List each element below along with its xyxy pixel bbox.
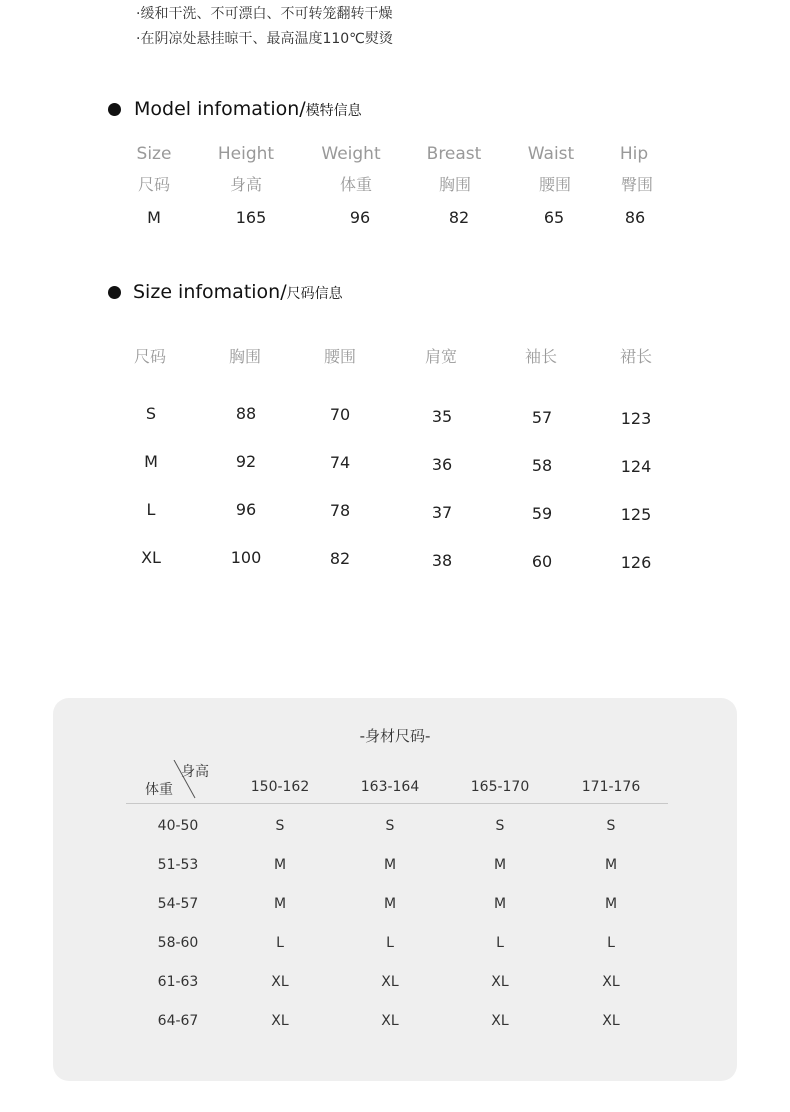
size-heading xyxy=(133,281,343,303)
size-cell: 57 xyxy=(531,408,553,427)
model-header-en: Height xyxy=(217,144,275,164)
model-value: 65 xyxy=(543,208,565,227)
size-cell: 82 xyxy=(329,549,351,568)
height-range-header: 165-170 xyxy=(470,779,530,795)
size-recommendation: L xyxy=(607,935,615,951)
size-cell: 96 xyxy=(235,500,257,519)
size-cell: 88 xyxy=(235,404,257,423)
size-recommendation: S xyxy=(275,818,285,834)
size-recommendation: L xyxy=(496,935,504,951)
model-value: 82 xyxy=(448,208,470,227)
size-recommendation: XL xyxy=(491,1013,509,1029)
size-heading-en: Size infomation/ xyxy=(133,281,287,303)
size-cell: XL xyxy=(141,548,161,567)
size-recommendation: S xyxy=(385,818,395,834)
size-recommendation: M xyxy=(383,857,397,873)
size-cell: 100 xyxy=(230,548,262,567)
model-header-cn: 尺码 xyxy=(137,175,171,194)
size-recommendation: XL xyxy=(271,974,289,990)
model-heading xyxy=(134,98,362,120)
size-recommendation: M xyxy=(493,896,507,912)
weight-range: 54-57 xyxy=(157,896,199,912)
size-recommendation: M xyxy=(383,896,397,912)
size-recommendation: L xyxy=(386,935,394,951)
size-cell: 35 xyxy=(431,407,453,426)
size-recommendation: S xyxy=(495,818,505,834)
size-cell: 37 xyxy=(431,503,453,522)
model-heading-en: Model infomation/ xyxy=(134,98,306,120)
model-header-en: Weight xyxy=(321,144,381,164)
size-recommendation: M xyxy=(493,857,507,873)
size-cell: S xyxy=(145,404,157,423)
size-cell: 59 xyxy=(531,504,553,523)
height-range-header: 171-176 xyxy=(581,779,641,795)
model-header-cn: 身高 xyxy=(229,175,263,194)
size-recommendation: L xyxy=(276,935,284,951)
height-range-header: 163-164 xyxy=(360,779,420,795)
weight-range: 61-63 xyxy=(157,974,199,990)
size-recommendation: XL xyxy=(381,1013,399,1029)
model-heading-cn: 模特信息 xyxy=(305,103,362,119)
size-recommendation: M xyxy=(273,857,287,873)
size-cell: L xyxy=(146,500,156,519)
care-instruction-2: ·在阴凉处悬挂晾干、最高温度110℃熨烫 xyxy=(136,31,393,47)
model-value: 165 xyxy=(235,208,267,227)
size-recommendation: S xyxy=(606,818,616,834)
height-range-header: 150-162 xyxy=(250,779,310,795)
size-cell: 38 xyxy=(431,551,453,570)
weight-range: 40-50 xyxy=(157,818,199,834)
size-cell: 36 xyxy=(431,455,453,474)
size-recommendation: M xyxy=(273,896,287,912)
size-cell: 70 xyxy=(329,405,351,424)
care-instruction-1: ·缓和干洗、不可漂白、不可转笼翻转干燥 xyxy=(136,6,393,22)
model-header-en: Size xyxy=(136,144,172,164)
corner-weight-label: 体重 xyxy=(145,782,173,798)
model-bullet xyxy=(108,103,121,116)
size-recommendation: XL xyxy=(271,1013,289,1029)
size-cell: 74 xyxy=(329,453,351,472)
size-header: 胸围 xyxy=(228,347,262,366)
model-header-en: Waist xyxy=(527,144,575,164)
size-heading-cn: 尺码信息 xyxy=(286,286,343,302)
size-cell: 126 xyxy=(620,553,652,572)
size-header: 裙长 xyxy=(619,347,653,366)
size-cell: 125 xyxy=(620,505,652,524)
model-value: 96 xyxy=(349,208,371,227)
corner-height-label: 身高 xyxy=(181,764,209,780)
model-header-en: Hip xyxy=(619,144,649,164)
model-value: M xyxy=(147,208,161,227)
size-header: 袖长 xyxy=(524,347,558,366)
size-cell: 92 xyxy=(235,452,257,471)
size-recommendation: XL xyxy=(381,974,399,990)
size-recommendation: M xyxy=(604,896,618,912)
size-cell: 78 xyxy=(329,501,351,520)
size-cell: 60 xyxy=(531,552,553,571)
body-size-panel xyxy=(53,698,737,1081)
model-header-cn: 胸围 xyxy=(438,175,472,194)
model-header-cn: 体重 xyxy=(339,175,373,194)
header-divider xyxy=(126,803,668,804)
size-recommendation: M xyxy=(604,857,618,873)
size-header: 尺码 xyxy=(133,347,167,366)
size-recommendation: XL xyxy=(602,1013,620,1029)
size-cell: 124 xyxy=(620,457,652,476)
weight-range: 58-60 xyxy=(157,935,199,951)
size-bullet xyxy=(108,286,121,299)
size-recommendation: XL xyxy=(602,974,620,990)
size-cell: 123 xyxy=(620,409,652,428)
weight-range: 64-67 xyxy=(157,1013,199,1029)
model-header-cn: 腰围 xyxy=(538,175,572,194)
size-cell: M xyxy=(144,452,158,471)
weight-range: 51-53 xyxy=(157,857,199,873)
model-header-en: Breast xyxy=(426,144,482,164)
model-header-cn: 臀围 xyxy=(620,175,654,194)
size-recommendation: XL xyxy=(491,974,509,990)
size-cell: 58 xyxy=(531,456,553,475)
size-header: 腰围 xyxy=(323,347,357,366)
model-value: 86 xyxy=(624,208,646,227)
body-size-title: -身材尺码- xyxy=(359,727,431,745)
size-header: 肩宽 xyxy=(424,347,458,366)
